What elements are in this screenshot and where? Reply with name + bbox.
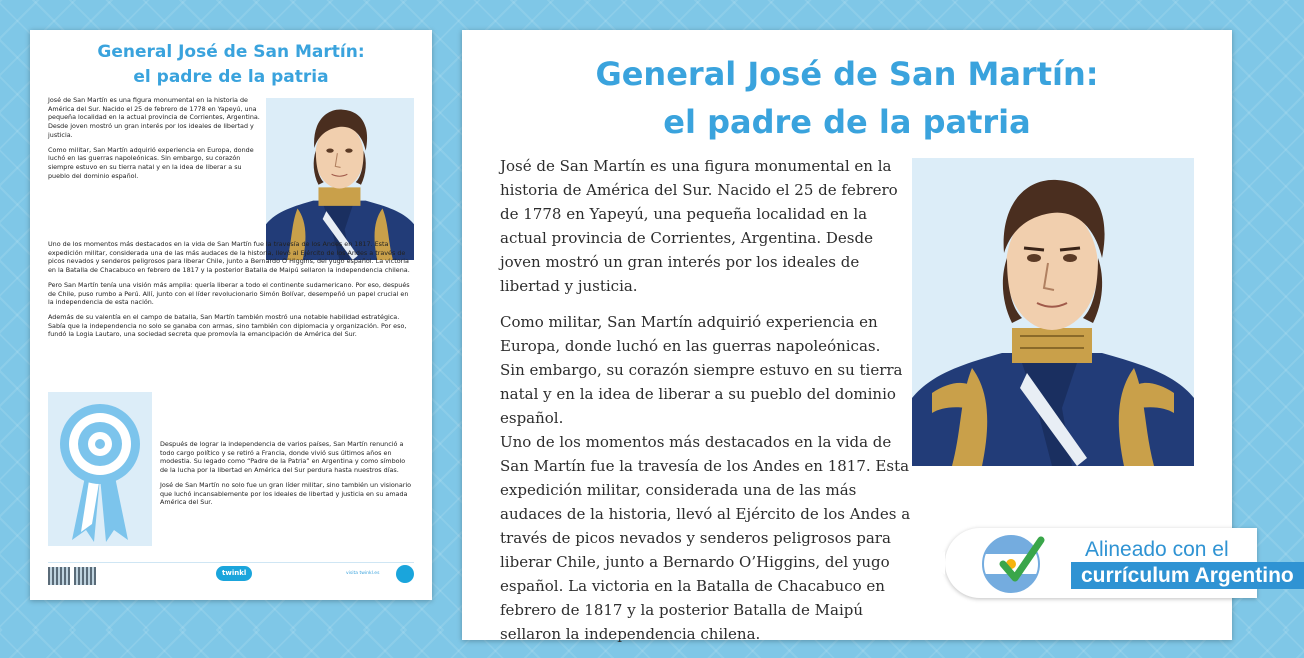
portrait-image	[912, 158, 1194, 466]
rosette-image	[48, 392, 152, 546]
qr-code-icon	[74, 567, 96, 585]
thumbnail-footer	[48, 562, 414, 585]
thumbnail-text-bottom: Después de lograr la independencia de varios países, San Martín renunció a todo cargo político y se retiró a Francia, donde vivió sus últimos años en modestia. Su legado como “Padre de la Patria” en Argentina y como símbolo de la lucha por la libertad en América del Sur perdura hasta nuestros días. José de San Martín no solo fue un gran líder militar, sino también un visionario que luchó incansablemente por los ideales de libertad y justicia en su amada América del Sur.	[160, 440, 412, 507]
thumbnail-text-middle: Uno de los momentos más destacados en la vida de San Martín fue la travesía de los Andes en 1817. Esta expedición militar, considerada una de las más audaces de la historia, llevó al Ejército de los Andes a través de picos nevados y senderos peligrosos para liberar Chile, junto a Bernardo O’Higgins, del yugo español. La victoria en la Batalla de Chacabuco en febrero de 1817 y la posterior Batalla de Maipú sellaron la independencia chilena. Pero San Martín tenía una visión más amplia: quería liberar a todo el continente sudamericano. Por eso, después de Chile, puso rumbo a Perú. Allí, junto con el líder revolucionario Simón Bolívar, desempeñó un papel crucial en la independencia de esta nación. Además de su valentía en el campo de batalla, San Martín también mostró una notable habilidad estratégica. Sabía que la independencia no solo se ganaba con armas, sino también con diplomacia y organización. Por eso, fundó la Logia Lautaro, una sociedad secreta que promovía la emancipación de América del Sur.	[48, 240, 410, 339]
twinkl-badge-icon	[396, 565, 414, 583]
portrait-image	[266, 98, 414, 260]
argentina-flag-check-icon	[981, 534, 1041, 594]
text-column-left	[500, 154, 904, 442]
thumbnail-text-top: José de San Martín es una figura monumental en la historia de América del Sur. Nacido el 25 de febrero de 1778 en Yapeyú, una pequeña localidad en la actual provincia de Corrientes, Argentina. Desde joven mostró un gran interés por los ideales de libertad y justicia. Como militar, San Martín adquirió experiencia en Europa, donde luchó en las guerras napoleónicas. Sin embargo, su corazón siempre estuvo en su tierra natal y en la idea de liberar a su pueblo del dominio español.	[48, 96, 260, 180]
page-title: General José de San Martín: el padre de la patria	[595, 55, 1099, 141]
text-andes-start	[500, 430, 912, 658]
worksheet-thumbnail	[30, 30, 432, 600]
paragraph-andes: Uno de los momentos más destacados en la vida de San Martín fue la travesía de los Andes en 1817. Esta expedición militar, considerada una de las más audaces de la historia, llevó al Ejército de los Andes a través de picos nevados y senderos peligrosos para liberar Chile, junto a Bernardo O’Higgins, del yugo español. La victoria en la Batalla de Chacabuco en febrero de 1817 y la posterior Batalla de Maipú sellaron la independencia chilena.	[500, 433, 911, 643]
thumbnail-title: General José de San Martín: el padre de la patria	[97, 42, 365, 87]
badge-pointer	[933, 551, 945, 575]
qr-code-icon	[48, 567, 70, 585]
badge-line2: currículum Argentino	[1071, 562, 1304, 589]
curriculum-badge	[945, 528, 1294, 598]
paragraph-military: Como militar, San Martín adquirió experiencia en Europa, donde luchó en las guerras napoleónicas. Sin embargo, su corazón siempre estuvo en su tierra natal y en la idea de liberar a su pueblo del dominio español.	[500, 313, 903, 427]
twinkl-logo[interactable]: twinkl	[216, 566, 252, 581]
site-link[interactable]: visita twinkl.es	[346, 571, 380, 576]
badge-line1: Alineado con el	[1085, 538, 1229, 561]
paragraph-birth: José de San Martín es una figura monumental en la historia de América del Sur. Nacido el 25 de febrero de 1778 en Yapeyú, una pequeña localidad en la actual provincia de Corrientes, Argentina. Desde joven mostró un gran interés por los ideales de libertad y justicia.	[500, 157, 898, 295]
